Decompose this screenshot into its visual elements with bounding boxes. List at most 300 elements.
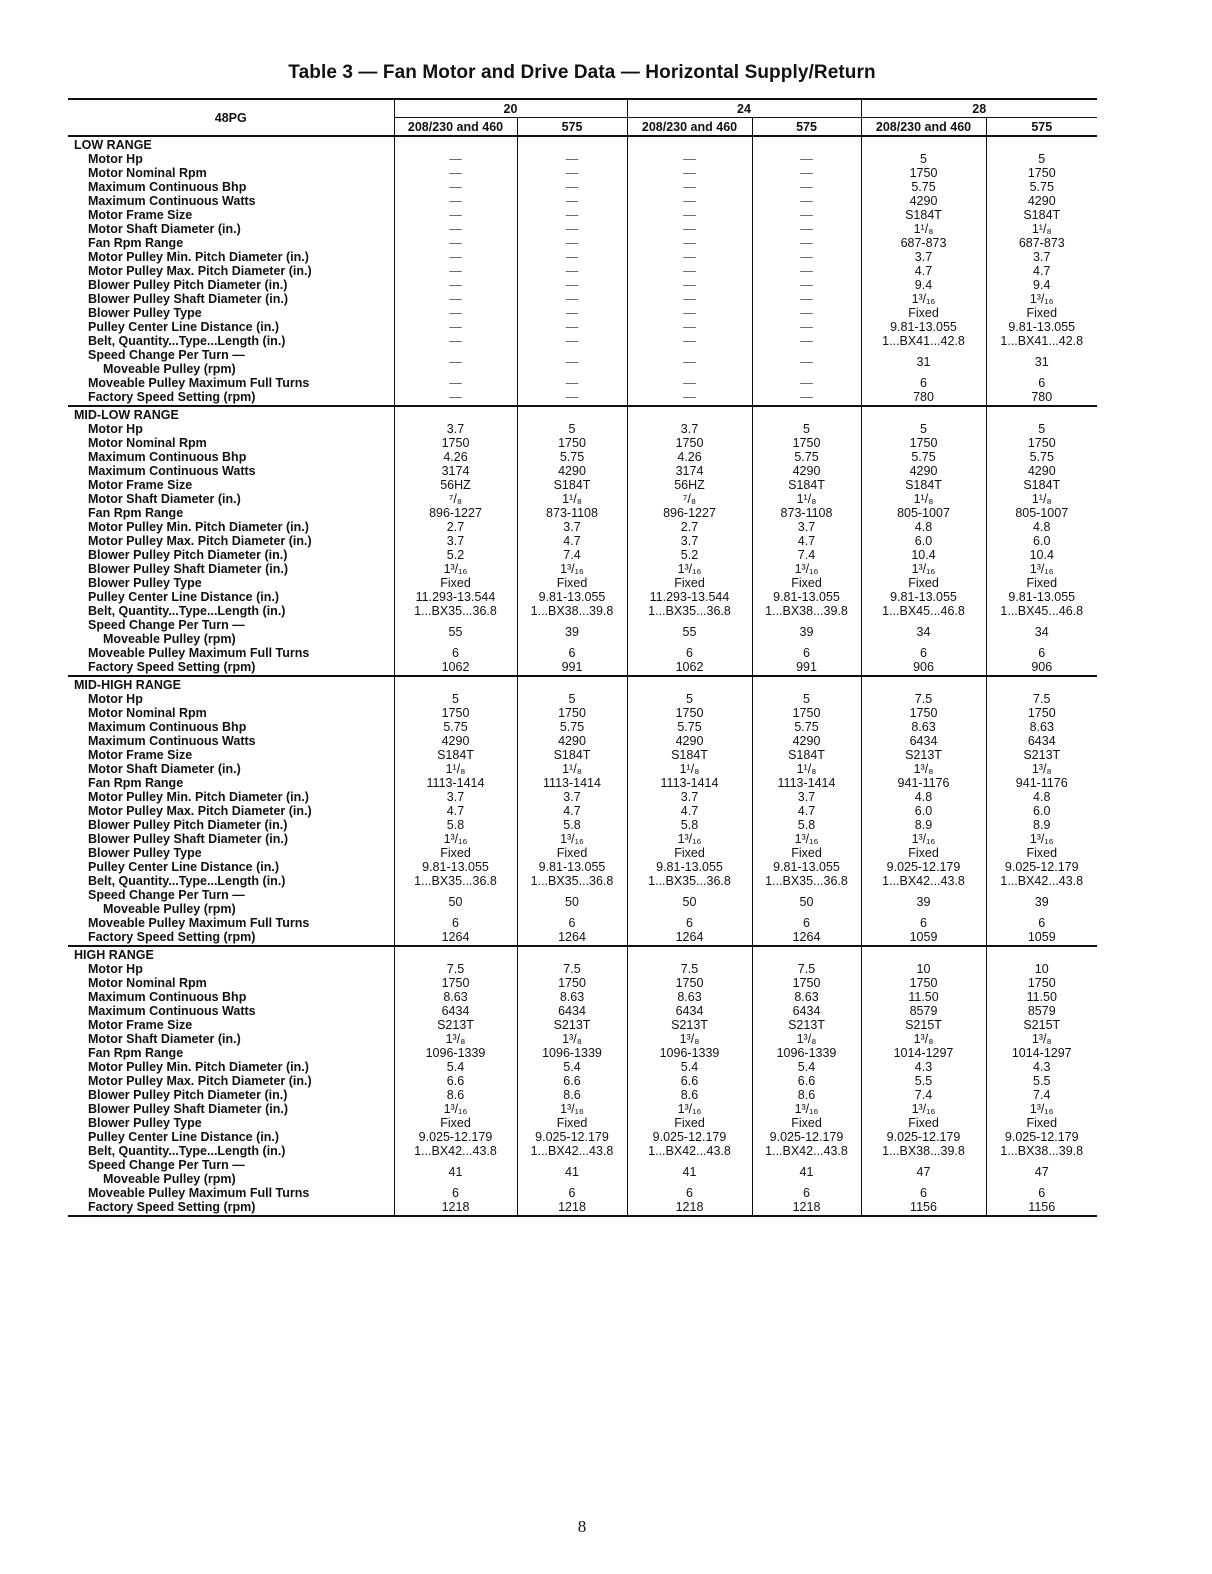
table-row — [68, 208, 1097, 222]
value-cell: 1750 — [394, 706, 517, 720]
value-cell: 7.4 — [517, 548, 627, 562]
value-cell: — — [517, 152, 627, 166]
value-cell: — — [627, 292, 752, 306]
value-cell: 1113-1414 — [394, 776, 517, 790]
value-cell: S213T — [986, 748, 1097, 762]
table-row — [68, 334, 1097, 348]
value-cell: Fixed — [986, 306, 1097, 320]
table-row — [68, 436, 1097, 450]
value-cell: — — [517, 376, 627, 390]
value-cell: 50 — [517, 888, 627, 916]
value-cell: 7.5 — [627, 962, 752, 976]
row-label: Factory Speed Setting (rpm) — [68, 930, 394, 946]
value-cell: 5.8 — [752, 818, 861, 832]
value-cell: Fixed — [986, 576, 1097, 590]
value-cell: 8.9 — [986, 818, 1097, 832]
value-cell: 9.81-13.055 — [986, 320, 1097, 334]
value-cell: 7.4 — [986, 1088, 1097, 1102]
table-cell — [861, 136, 986, 152]
value-cell: Fixed — [861, 1116, 986, 1130]
value-cell: — — [394, 292, 517, 306]
row-label: Speed Change Per Turn — — [88, 1158, 245, 1172]
value-cell: 4.3 — [986, 1060, 1097, 1074]
row-label: Motor Shaft Diameter (in.) — [88, 222, 241, 236]
value-cell: 9.025-12.179 — [517, 1130, 627, 1144]
value-cell: 5.75 — [752, 720, 861, 734]
value-cell: 3.7 — [394, 790, 517, 804]
value-cell: 780 — [986, 390, 1097, 406]
value-cell: 5 — [517, 422, 627, 436]
table-row — [68, 348, 1097, 362]
value-cell: 1218 — [394, 1200, 517, 1216]
voltage-header: 208/230 and 460 — [861, 118, 986, 137]
table-row — [68, 1060, 1097, 1074]
value-cell: 10 — [861, 962, 986, 976]
value-cell: 1...BX42...43.8 — [517, 1144, 627, 1158]
value-cell: ⁷/₈ — [627, 492, 752, 506]
value-cell: 1750 — [517, 706, 627, 720]
value-cell: — — [394, 390, 517, 406]
value-cell: 1¹/₈ — [986, 222, 1097, 236]
row-label: Fan Rpm Range — [88, 1046, 184, 1060]
value-cell: 1264 — [752, 930, 861, 946]
value-cell: 3.7 — [752, 790, 861, 804]
value-cell: S184T — [861, 208, 986, 222]
value-cell: 1059 — [986, 930, 1097, 946]
table-row — [68, 660, 1097, 676]
value-cell: ⁷/₈ — [394, 492, 517, 506]
value-cell: 5.4 — [627, 1060, 752, 1074]
value-cell: — — [752, 236, 861, 250]
table-row — [68, 548, 1097, 562]
value-cell: Fixed — [861, 306, 986, 320]
section-title: MID-LOW RANGE — [74, 408, 179, 422]
section-header-row — [68, 136, 1097, 152]
value-cell: — — [394, 334, 517, 348]
value-cell: 4.7 — [752, 804, 861, 818]
table-cell — [394, 676, 517, 692]
table-row — [68, 236, 1097, 250]
table-cell — [861, 946, 986, 962]
value-cell: 6 — [752, 646, 861, 660]
value-cell: 6 — [861, 646, 986, 660]
value-cell: 1¹/₈ — [752, 762, 861, 776]
value-cell: 5.75 — [861, 180, 986, 194]
row-label: Motor Shaft Diameter (in.) — [88, 1032, 241, 1046]
value-cell: 941-1176 — [986, 776, 1097, 790]
value-cell: S184T — [517, 478, 627, 492]
table-row — [68, 618, 1097, 632]
value-cell: 56HZ — [394, 478, 517, 492]
value-cell: 3.7 — [752, 520, 861, 534]
value-cell: S213T — [752, 1018, 861, 1032]
value-cell: 6 — [517, 1186, 627, 1200]
value-cell: 6.6 — [752, 1074, 861, 1088]
value-cell: 1³/₁₆ — [627, 832, 752, 846]
value-cell: — — [627, 334, 752, 348]
table-row — [68, 646, 1097, 660]
value-cell: — — [517, 250, 627, 264]
section-header-row — [68, 676, 1097, 692]
table-row — [68, 292, 1097, 306]
value-cell: 6434 — [752, 1004, 861, 1018]
row-label: Motor Hp — [88, 692, 143, 706]
value-cell: 1750 — [861, 166, 986, 180]
value-cell: 4290 — [394, 734, 517, 748]
value-cell: 11.293-13.544 — [627, 590, 752, 604]
row-label: Maximum Continuous Watts — [88, 464, 256, 478]
table-row — [68, 818, 1097, 832]
table-row — [68, 194, 1097, 208]
value-cell: 5.5 — [986, 1074, 1097, 1088]
value-cell: 50 — [394, 888, 517, 916]
value-cell: 1096-1339 — [752, 1046, 861, 1060]
row-label: Pulley Center Line Distance (in.) — [88, 590, 280, 604]
row-label: Pulley Center Line Distance (in.) — [88, 1130, 280, 1144]
value-cell: 5 — [752, 422, 861, 436]
table-row — [68, 832, 1097, 846]
value-cell: 3.7 — [394, 534, 517, 548]
value-cell: 896-1227 — [394, 506, 517, 520]
value-cell: — — [627, 236, 752, 250]
value-cell: 9.81-13.055 — [861, 590, 986, 604]
value-cell: 4290 — [517, 464, 627, 478]
value-cell: 6.6 — [627, 1074, 752, 1088]
row-label: Speed Change Per Turn — — [88, 348, 245, 362]
table-row — [68, 590, 1097, 604]
value-cell: — — [517, 306, 627, 320]
value-cell: 4.7 — [394, 804, 517, 818]
table-row — [68, 990, 1097, 1004]
value-cell: 1750 — [986, 436, 1097, 450]
value-cell: — — [752, 348, 861, 376]
value-cell: 4290 — [752, 464, 861, 478]
value-cell: 1³/₁₆ — [517, 832, 627, 846]
value-cell: 1...BX35...36.8 — [394, 604, 517, 618]
value-cell: 8.63 — [627, 990, 752, 1004]
value-cell: — — [752, 194, 861, 208]
value-cell: 4290 — [861, 194, 986, 208]
table-row — [68, 520, 1097, 534]
row-label: Maximum Continuous Bhp — [88, 180, 247, 194]
value-cell: 6 — [986, 376, 1097, 390]
value-cell: 1...BX42...43.8 — [986, 874, 1097, 888]
table-row — [68, 376, 1097, 390]
value-cell: 2.7 — [394, 520, 517, 534]
value-cell: — — [394, 376, 517, 390]
table-cell — [861, 406, 986, 422]
value-cell: 9.81-13.055 — [752, 590, 861, 604]
row-label: Pulley Center Line Distance (in.) — [88, 320, 280, 334]
value-cell: — — [627, 264, 752, 278]
value-cell: — — [752, 264, 861, 278]
value-cell: 1096-1339 — [627, 1046, 752, 1060]
value-cell: 1¹/₈ — [861, 492, 986, 506]
value-cell: 41 — [752, 1158, 861, 1186]
value-cell: 5.75 — [986, 180, 1097, 194]
value-cell: 1750 — [394, 436, 517, 450]
value-cell: 1³/₁₆ — [752, 562, 861, 576]
row-label: Fan Rpm Range — [88, 776, 184, 790]
value-cell: 5.8 — [394, 818, 517, 832]
value-cell: — — [394, 306, 517, 320]
value-cell: — — [627, 166, 752, 180]
value-cell: S184T — [861, 478, 986, 492]
value-cell: 9.025-12.179 — [752, 1130, 861, 1144]
table-row — [68, 748, 1097, 762]
value-cell: 34 — [861, 618, 986, 646]
value-cell: Fixed — [394, 576, 517, 590]
row-label: Moveable Pulley Maximum Full Turns — [88, 1186, 310, 1200]
value-cell: 9.4 — [861, 278, 986, 292]
table-row — [68, 492, 1097, 506]
row-label: Fan Rpm Range — [88, 236, 184, 250]
value-cell: 39 — [861, 888, 986, 916]
row-label: Motor Nominal Rpm — [88, 706, 207, 720]
value-cell: 8.9 — [861, 818, 986, 832]
value-cell: Fixed — [861, 846, 986, 860]
row-label: Factory Speed Setting (rpm) — [68, 1200, 394, 1216]
value-cell: 9.81-13.055 — [986, 590, 1097, 604]
value-cell: — — [627, 250, 752, 264]
value-cell: Fixed — [627, 846, 752, 860]
value-cell: 4290 — [986, 464, 1097, 478]
value-cell: — — [394, 166, 517, 180]
value-cell: 3.7 — [627, 790, 752, 804]
row-label: Moveable Pulley Maximum Full Turns — [88, 916, 310, 930]
table-body — [68, 136, 1097, 1216]
value-cell: 4.8 — [861, 520, 986, 534]
value-cell: 1014-1297 — [861, 1046, 986, 1060]
table-cell — [752, 406, 861, 422]
value-cell: — — [752, 376, 861, 390]
value-cell: 6434 — [861, 734, 986, 748]
value-cell: 5 — [986, 422, 1097, 436]
value-cell: — — [517, 208, 627, 222]
value-cell: 3174 — [394, 464, 517, 478]
value-cell: 1113-1414 — [517, 776, 627, 790]
value-cell: 1218 — [752, 1200, 861, 1216]
value-cell: S215T — [861, 1018, 986, 1032]
value-cell: 1³/₈ — [394, 1032, 517, 1046]
value-cell: 9.025-12.179 — [394, 1130, 517, 1144]
value-cell: 10 — [986, 962, 1097, 976]
value-cell: 1³/₈ — [986, 762, 1097, 776]
value-cell: 805-1007 — [986, 506, 1097, 520]
table-row — [68, 180, 1097, 194]
table-cell — [752, 136, 861, 152]
row-label: Blower Pulley Pitch Diameter (in.) — [88, 278, 288, 292]
value-cell: S184T — [986, 208, 1097, 222]
value-cell: 4.8 — [861, 790, 986, 804]
value-cell: 1...BX42...43.8 — [394, 1144, 517, 1158]
value-cell: 6434 — [986, 734, 1097, 748]
value-cell: 3174 — [627, 464, 752, 478]
value-cell: 6 — [517, 916, 627, 930]
value-cell: 9.025-12.179 — [861, 1130, 986, 1144]
value-cell: Fixed — [394, 1116, 517, 1130]
table-row — [68, 534, 1097, 548]
value-cell: — — [394, 250, 517, 264]
value-cell: Fixed — [752, 846, 861, 860]
table-row — [68, 166, 1097, 180]
value-cell: 9.025-12.179 — [986, 860, 1097, 874]
table-row — [68, 250, 1097, 264]
value-cell: 3.7 — [394, 422, 517, 436]
value-cell: 1264 — [517, 930, 627, 946]
row-label: Motor Pulley Min. Pitch Diameter (in.) — [88, 520, 309, 534]
table-row — [68, 264, 1097, 278]
value-cell: — — [627, 390, 752, 406]
value-cell: 9.81-13.055 — [627, 860, 752, 874]
value-cell: 1³/₁₆ — [394, 562, 517, 576]
value-cell: 1156 — [861, 1200, 986, 1216]
value-cell: 8.6 — [517, 1088, 627, 1102]
value-cell: — — [517, 292, 627, 306]
value-cell: 6.0 — [986, 534, 1097, 548]
value-cell: S184T — [627, 748, 752, 762]
value-cell: 1³/₁₆ — [986, 562, 1097, 576]
value-cell: 11.50 — [861, 990, 986, 1004]
value-cell: 991 — [752, 660, 861, 676]
value-cell: — — [752, 250, 861, 264]
value-cell: — — [752, 278, 861, 292]
value-cell: 6.0 — [986, 804, 1097, 818]
value-cell: 1...BX35...36.8 — [394, 874, 517, 888]
page-number: 8 — [577, 1517, 587, 1536]
value-cell: 6.6 — [394, 1074, 517, 1088]
row-label: Belt, Quantity...Type...Length (in.) — [88, 334, 286, 348]
value-cell: 991 — [517, 660, 627, 676]
value-cell: — — [517, 264, 627, 278]
value-cell: 873-1108 — [752, 506, 861, 520]
row-label: Blower Pulley Type — [88, 306, 202, 320]
value-cell: 1...BX38...39.8 — [986, 1144, 1097, 1158]
row-label: Motor Hp — [88, 962, 143, 976]
voltage-header: 575 — [986, 118, 1097, 137]
voltage-header: 208/230 and 460 — [394, 118, 517, 137]
value-cell: 1014-1297 — [986, 1046, 1097, 1060]
table-row — [68, 576, 1097, 590]
value-cell: 4.26 — [394, 450, 517, 464]
value-cell: 1³/₈ — [861, 1032, 986, 1046]
row-label: Motor Pulley Max. Pitch Diameter (in.) — [88, 264, 312, 278]
value-cell: 5 — [861, 422, 986, 436]
value-cell: 5.4 — [752, 1060, 861, 1074]
value-cell: 6 — [517, 646, 627, 660]
value-cell: 6 — [752, 916, 861, 930]
row-label: Moveable Pulley (rpm) — [103, 362, 236, 376]
value-cell: 6 — [986, 1186, 1097, 1200]
row-label: Motor Hp — [88, 422, 143, 436]
table-row — [68, 874, 1097, 888]
row-label: Factory Speed Setting (rpm) — [68, 390, 394, 406]
value-cell: 4.8 — [986, 520, 1097, 534]
value-cell: 50 — [752, 888, 861, 916]
value-cell: 39 — [752, 618, 861, 646]
value-cell: 6 — [394, 646, 517, 660]
value-cell: — — [627, 320, 752, 334]
value-cell: 5.2 — [394, 548, 517, 562]
row-label: Blower Pulley Shaft Diameter (in.) — [88, 832, 289, 846]
value-cell: 780 — [861, 390, 986, 406]
value-cell: 896-1227 — [627, 506, 752, 520]
value-cell: — — [517, 334, 627, 348]
value-cell: — — [394, 152, 517, 166]
value-cell: 687-873 — [861, 236, 986, 250]
table-row — [68, 1088, 1097, 1102]
table-cell — [517, 946, 627, 962]
value-cell: — — [517, 348, 627, 376]
value-cell: 39 — [517, 618, 627, 646]
value-cell: Fixed — [394, 846, 517, 860]
row-label: Motor Pulley Min. Pitch Diameter (in.) — [88, 1060, 309, 1074]
voltage-header: 575 — [517, 118, 627, 137]
value-cell: 941-1176 — [861, 776, 986, 790]
value-cell: 6.0 — [861, 804, 986, 818]
value-cell: 1¹/₈ — [394, 762, 517, 776]
value-cell: 1³/₈ — [752, 1032, 861, 1046]
value-cell: 5 — [861, 152, 986, 166]
row-label: Belt, Quantity...Type...Length (in.) — [88, 1144, 286, 1158]
value-cell: 1...BX38...39.8 — [517, 604, 627, 618]
value-cell: 1750 — [627, 706, 752, 720]
size-header: 24 — [627, 99, 861, 118]
table-cell — [394, 406, 517, 422]
value-cell: Fixed — [517, 576, 627, 590]
value-cell: — — [394, 180, 517, 194]
table-cell — [627, 136, 752, 152]
value-cell: 4.26 — [627, 450, 752, 464]
value-cell: 1750 — [752, 706, 861, 720]
row-label: Motor Nominal Rpm — [88, 166, 207, 180]
value-cell: 55 — [394, 618, 517, 646]
value-cell: 6 — [394, 1186, 517, 1200]
header-row-sizes — [68, 99, 1097, 118]
value-cell: — — [752, 166, 861, 180]
value-cell: 3.7 — [517, 790, 627, 804]
table-row — [68, 1004, 1097, 1018]
value-cell: 1...BX42...43.8 — [627, 1144, 752, 1158]
value-cell: 11.50 — [986, 990, 1097, 1004]
row-label: Blower Pulley Shaft Diameter (in.) — [88, 1102, 289, 1116]
value-cell: 5 — [394, 692, 517, 706]
value-cell: 1750 — [627, 436, 752, 450]
value-cell: — — [752, 306, 861, 320]
value-cell: 6 — [986, 916, 1097, 930]
value-cell: 8579 — [861, 1004, 986, 1018]
value-cell: 1062 — [627, 660, 752, 676]
value-cell: 4.8 — [986, 790, 1097, 804]
value-cell: — — [394, 348, 517, 376]
value-cell: 1750 — [861, 436, 986, 450]
value-cell: — — [394, 194, 517, 208]
value-cell: 1750 — [861, 706, 986, 720]
value-cell: 56HZ — [627, 478, 752, 492]
table-row — [68, 846, 1097, 860]
table-row — [68, 706, 1097, 720]
value-cell: 4.7 — [627, 804, 752, 818]
table-row — [68, 720, 1097, 734]
section-header-row — [68, 406, 1097, 422]
row-label: Motor Shaft Diameter (in.) — [88, 762, 241, 776]
value-cell: S213T — [394, 1018, 517, 1032]
value-cell: 47 — [861, 1158, 986, 1186]
value-cell: — — [627, 194, 752, 208]
value-cell: 6 — [627, 646, 752, 660]
value-cell: 4290 — [517, 734, 627, 748]
value-cell: 1750 — [517, 976, 627, 990]
